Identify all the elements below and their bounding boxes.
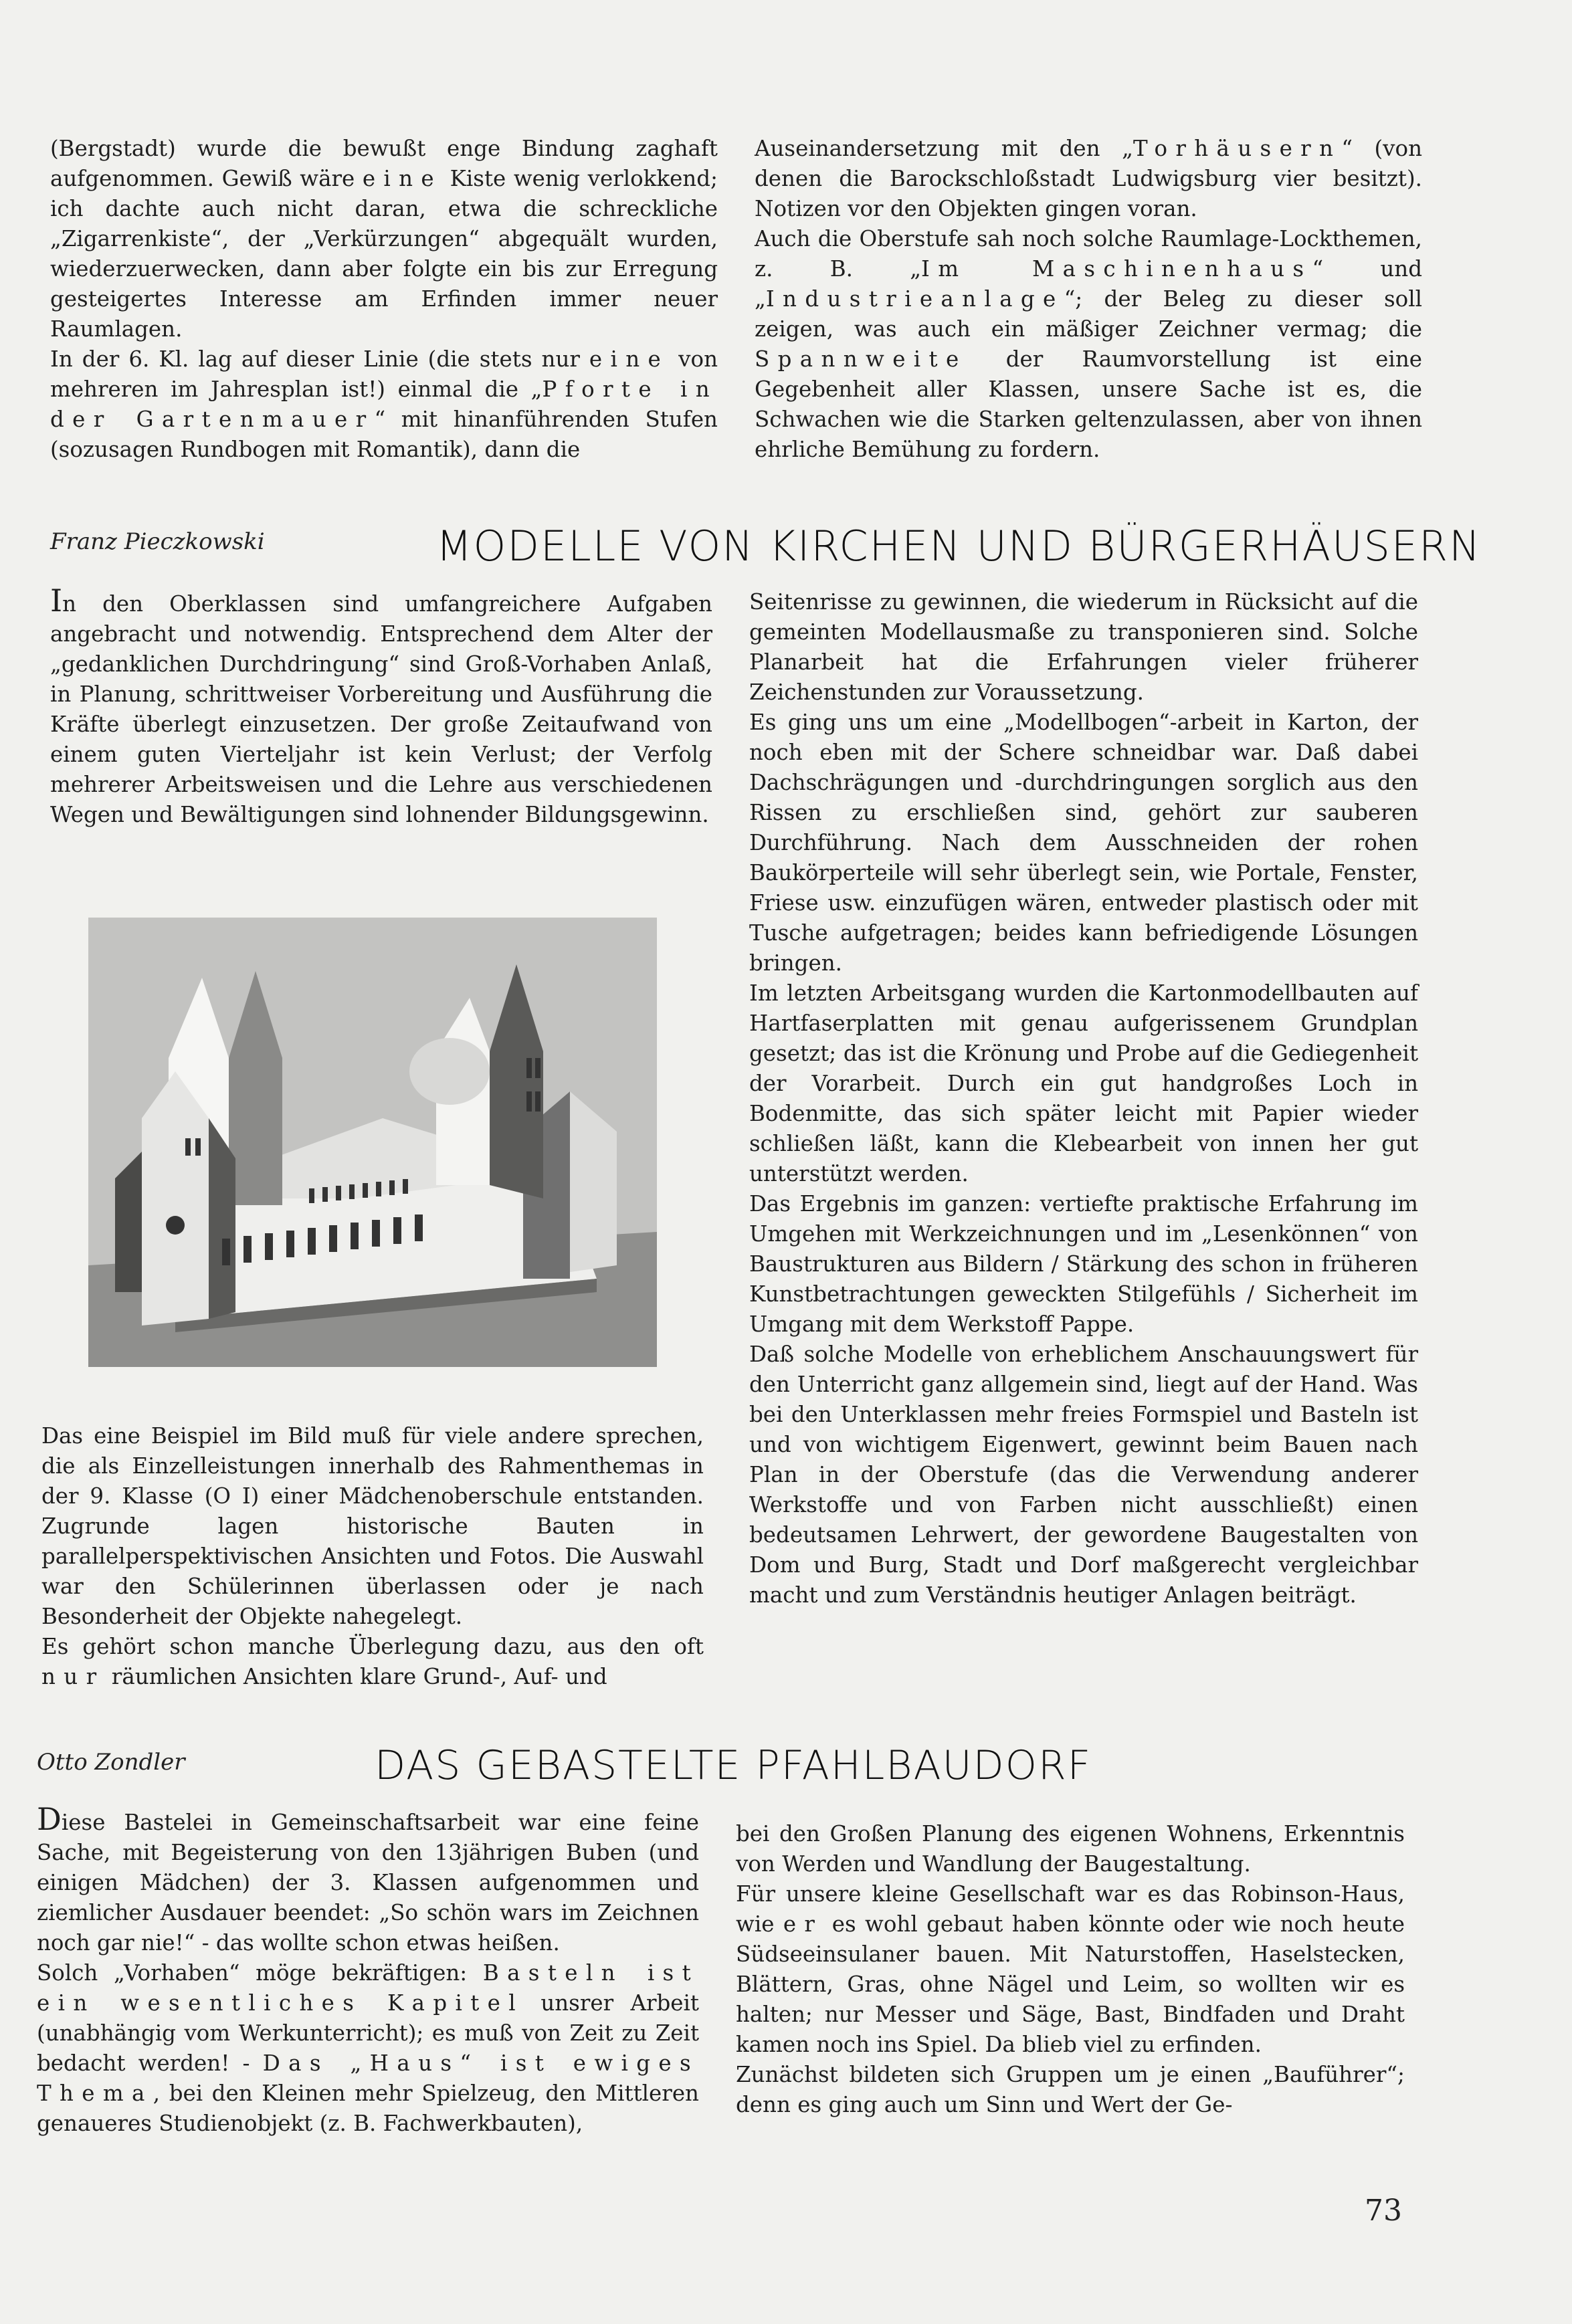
intro-right-paragraph-1: Auseinandersetzung mit den „Torhäusern“ (von denen die Barockschloßstadt Ludwigsburg vier besitzt). Notizen vor den Objekten gingen voran.: [755, 136, 1423, 221]
cathedral-model-photo: [88, 918, 657, 1367]
drop-initial-2: D: [37, 1801, 62, 1837]
article2-left-column: [37, 1801, 699, 2139]
article1-left-column-top: [50, 583, 712, 830]
article1-right-column: [749, 587, 1418, 1610]
article1-right-paragraph-5: Daß solche Modelle von erheblichem Anschauungswert für den Unterricht ganz allgemein sind, liegt auf der Hand. Was bei den Unterklassen mehr freies Formspiel und Basteln ist und von wichtigem Eigenwert, gewinnt beim Bauen nach Plan in der Oberstufe (das die Verwendung anderer Werkstoffe und von Farben nicht ausschließt) einen bedeutsamen Lehrwert, der gewordene Baugestalten von Dom und Burg, Stadt und Dorf maßgerecht vergleichbar macht und zum Verständnis heutiger Anlagen beiträgt.: [749, 1342, 1418, 1608]
article2-right-paragraph-3: Zunächst bildeten sich Gruppen um je einen „Bauführer“; denn es ging auch um Sinn und Wert der Ge-: [736, 2062, 1405, 2117]
article2-paragraph-1: Diese Bastelei in Gemeinschaftsarbeit war eine feine Sache, mit Begeisterung von den 13jährigen Buben (und einigen Mädchen) der 3. Klassen aufgenommen und ziemlicher Ausdauer beendet: „So schön wars im Zeichnen noch gar nie!“ - das wollte schon etwas heißen.: [37, 1801, 699, 1956]
intro-left-paragraph-1: (Bergstadt) wurde die bewußt enge Bindung zaghaft aufgenommen. Gewiß wäre eine Kiste wenig verlokkend; ich dachte auch nicht daran, etwa die schreckliche „Zigarrenkiste“, der „Verkürzungen“ abgequält wurden, wiederzuerwecken, dann aber folgte ein bis zur Erregung gesteigertes Interesse am Erfinden immer neuer Raumlagen.: [50, 136, 718, 342]
article1-right-paragraph-1: Seitenrisse zu gewinnen, die wiederum in Rücksicht auf die gemeinten Modellausmaße zu transponieren sind. Solche Planarbeit hat die Erfahrungen vieler früherer Zeichenstunden zur Voraussetzung.: [749, 589, 1418, 705]
article1-right-paragraph-3: Im letzten Arbeitsgang wurden die Kartonmodellbauten auf Hartfaserplatten mit genau aufgerissenem Grundplan gesetzt; das ist die Krönung und Probe auf die Gediegenheit der Vorarbeit. Durch ein gut handgroßes Loch in Bodenmitte, das sich später leicht mit Papier wieder schließen läßt, kann die Klebearbeit von innen her gut unterstützt werden.: [749, 980, 1418, 1186]
article1-title: MODELLE VON KIRCHEN UND BÜRGERHÄUSERN: [436, 522, 1482, 570]
cathedral-model-illustration: [88, 918, 657, 1367]
article1-paragraph-2: Das eine Beispiel im Bild muß für viele andere sprechen, die als Einzelleistungen innerhalb des Rahmenthemas in der 9. Klasse (O I) einer Mädchenoberschule entstanden. Zugrunde lagen historische Bauten in parallelperspektivischen Ansichten und Fotos. Die Auswahl war den Schülerinnen überlassen oder je nach Besonderheit der Objekte nahegelegt.: [41, 1423, 704, 1629]
article2-right-paragraph-2: Für unsere kleine Gesellschaft war es das Robinson-Haus, wie er es wohl gebaut haben könnte oder wie noch heute Südseeinsulaner bauen. Mit Naturstoffen, Haselstecken, Blättern, Gras, ohne Nägel und Leim, so wollten wir es halten; nur Messer und Säge, Bast, Bindfaden und Draht kamen noch ins Spiel. Da blieb viel zu erfinden.: [736, 1881, 1405, 2057]
article2-title: DAS GEBASTELTE PFAHLBAUDORF: [375, 1742, 1092, 1789]
article1-paragraph-3: Es gehört schon manche Überlegung dazu, aus den oft nur räumlichen Ansichten klare Grund-, Auf- und: [41, 1634, 704, 1689]
article2-paragraph-2: Solch „Vorhaben“ möge bekräftigen: Basteln ist ein wesentliches Kapitel unsrer Arbeit (unabhängig vom Werkunterricht); es muß von Zeit zu Zeit bedacht werden! - Das „Haus“ ist ewiges Thema, bei den Kleinen mehr Spielzeug, den Mittleren genaueres Studienobjekt (z. B. Fachwerkbauten),: [37, 1960, 699, 2136]
article1-author: Franz Pieczkowski: [50, 528, 265, 555]
article1-right-paragraph-2: Es ging uns um eine „Modellbogen“-arbeit in Karton, der noch eben mit der Schere schneidbar war. Daß dabei Dachschrägungen und -durchdringungen sorglich aus den Rissen zu erschließen sind, gehört zur sauberen Durchführung. Nach dem Ausschneiden der rohen Baukörperteile will sehr überlegt sein, wie Portale, Fenster, Friese usw. einzufügen wären, entweder plastisch oder mit Tusche aufgetragen; beides kann befriedigende Lösungen bringen.: [749, 710, 1418, 976]
article1-right-paragraph-4: Das Ergebnis im ganzen: vertiefte praktische Erfahrung im Umgehen mit Werkzeichnungen und im „Lesenkönnen“ von Baustrukturen aus Bildern / Stärkung des schon in früheren Kunstbetrachtungen geweckten Stilgefühls / Sicherheit im Umgang mit dem Werkstoff Pappe.: [749, 1191, 1418, 1337]
drop-initial: I: [50, 583, 63, 619]
intro-left-column: [50, 134, 718, 465]
page-number: 73: [1365, 2194, 1402, 2228]
article2-right-column: [736, 1819, 1405, 2120]
intro-right-paragraph-2: Auch die Oberstufe sah noch solche Raumlage-Lockthemen, z. B. „Im Maschinenhaus“ und „Industrieanlage“; der Beleg zu dieser soll zeigen, was auch ein mäßiger Zeichner vermag; die Spannweite der Raumvorstellung ist eine Gegebenheit aller Klassen, unsere Sache ist es, die Schwachen wie die Starken geltenzulassen, aber von ihnen ehrliche Bemühung zu fordern.: [755, 226, 1422, 462]
article1-paragraph-1: In den Oberklassen sind umfangreichere Aufgaben angebracht und notwendig. Entsprechend dem Alter der „gedanklichen Durchdringung“ sind Groß-Vorhaben Anlaß, in Planung, schrittweiser Vorbereitung und Ausführung die Kräfte überlegt einzusetzen. Der große Zeitaufwand von einem guten Vierteljahr ist kein Verlust; der Verfolg mehrerer Arbeitsweisen und die Lehre aus verschiedenen Wegen und Bewältigungen sind lohnender Bildungsgewinn.: [50, 583, 712, 827]
article1-left-column-bottom: [41, 1421, 704, 1692]
article2-right-paragraph-1: bei den Großen Planung des eigenen Wohnens, Erkenntnis von Werden und Wandlung der Baugestaltung.: [736, 1821, 1405, 1877]
intro-right-column: [755, 134, 1422, 465]
article2-author: Otto Zondler: [37, 1749, 185, 1776]
intro-left-paragraph-2: In der 6. Kl. lag auf dieser Linie (die stets nur eine von mehreren im Jahresplan ist!) einmal die „Pforte in der Gartenmauer“ mit hinanführenden Stufen (sozusagen Rundbogen mit Romantik), dann die: [50, 346, 718, 462]
